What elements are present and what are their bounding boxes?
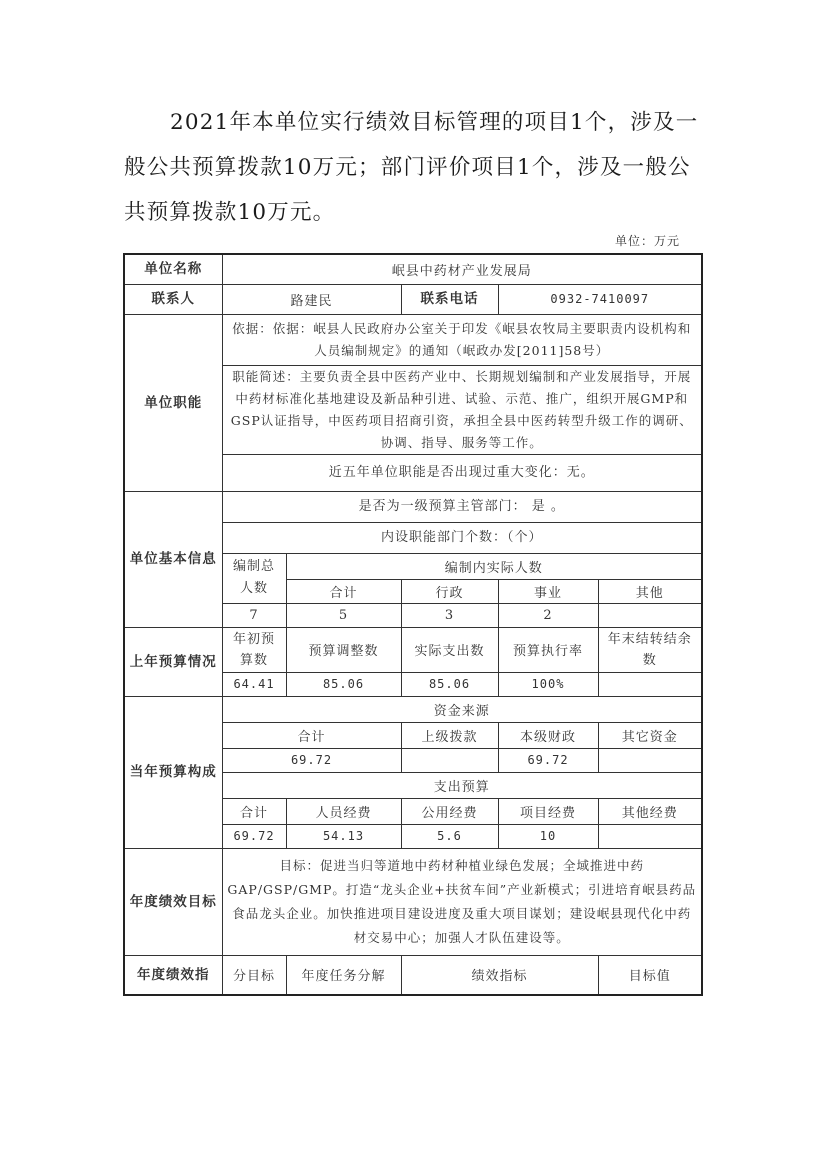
unit-label: 单位：万元 [614,234,680,248]
expense-header: 合计 [222,798,286,824]
expense-value: 5.6 [401,824,498,848]
expense-header: 人员经费 [286,798,401,824]
staff-value: 2 [498,603,598,627]
funding-header: 其它资金 [598,722,702,748]
prev-value: 85.06 [286,672,401,696]
expense-header: 项目经费 [498,798,598,824]
expense-value [598,824,702,848]
funding-value [401,748,498,772]
unit-name-value: 岷县中药材产业发展局 [222,254,702,284]
prev-value: 85.06 [401,672,498,696]
funding-value [598,748,702,772]
prev-header: 年末结转结余数 [598,627,702,672]
duty-label: 单位职能 [124,314,222,491]
contact-value: 路建民 [222,284,401,314]
goal-label: 年度绩效目标 [124,848,222,955]
duty-change: 近五年单位职能是否出现过重大变化：无。 [222,454,702,491]
staff-header: 行政 [401,579,498,603]
funding-title-row [124,696,702,722]
funding-value: 69.72 [222,748,401,772]
indicator-label: 年度绩效指 [124,955,222,995]
staff-header: 其他 [598,579,702,603]
duty-summary: 职能简述：主要负责全县中医药产业中、长期规划编制和产业发展指导，开展中药材标准化基地建设及新品种引进、试验、示范、推广，组织开展GMP和GSP认证指导，中医药项目招商引资，承担全县中医药转型升级工作的调研、协调、指导、服务等工作。 [222,365,702,454]
expense-value: 10 [498,824,598,848]
expense-title: 支出预算 [222,772,702,798]
phone-label: 联系电话 [401,284,498,314]
indicator-header-row [124,955,702,995]
staff-value: 3 [401,603,498,627]
staff-value [598,603,702,627]
expense-header: 公用经费 [401,798,498,824]
contact-row [124,284,702,314]
unit-name-label: 单位名称 [124,254,222,284]
basic-primary-row [124,491,702,522]
staff-total-label: 编制总人数 [222,553,286,603]
duty-basis: 依据：依据：岷县人民政府办公室关于印发《岷县农牧局主要职责内设机构和人员编制规定》的通知（岷政办发[2011]58号） [222,314,702,365]
funding-header: 本级财政 [498,722,598,748]
prev-label: 上年预算情况 [124,627,222,696]
indicator-header: 分目标 [222,955,286,995]
staff-total-value: 7 [222,603,286,627]
expense-value: 54.13 [286,824,401,848]
indicator-header: 目标值 [598,955,702,995]
staff-value: 5 [286,603,401,627]
funding-title: 资金来源 [222,696,702,722]
curr-label: 当年预算构成 [124,696,222,848]
prev-header: 实际支出数 [401,627,498,672]
duty-basis-row [124,314,702,365]
funding-header: 上级拨款 [401,722,498,748]
basic-primary: 是否为一级预算主管部门： 是 。 [222,491,702,522]
prev-header: 预算调整数 [286,627,401,672]
contact-label: 联系人 [124,284,222,314]
unit-name-row [124,254,702,284]
goal-row [124,848,702,955]
staff-actual-label: 编制内实际人数 [286,553,702,579]
staff-header: 合计 [286,579,401,603]
funding-value: 69.72 [498,748,598,772]
indicator-header: 绩效指标 [401,955,598,995]
budget-table [123,253,703,996]
prev-header-row [124,627,702,672]
intro-paragraph [124,100,704,235]
basic-depts: 内设职能部门个数：（个） [222,522,702,553]
prev-header: 年初预算数 [222,627,286,672]
prev-header: 预算执行率 [498,627,598,672]
basic-label: 单位基本信息 [124,491,222,627]
staff-header: 事业 [498,579,598,603]
indicator-header: 年度任务分解 [286,955,401,995]
prev-value [598,672,702,696]
expense-value: 69.72 [222,824,286,848]
prev-value: 100% [498,672,598,696]
phone-value: 0932-7410097 [498,284,702,314]
expense-header: 其他经费 [598,798,702,824]
goal-text: 目标：促进当归等道地中药材种植业绿色发展；全域推进中药GAP/GSP/GMP。打造“龙头企业+扶贫车间”产业新模式；引进培育岷县药品食品龙头企业。加快推进项目建设进度及重大项目谋划；建设岷县现代化中药材交易中心；加强人才队伍建设等。 [222,848,702,955]
funding-header: 合计 [222,722,401,748]
prev-value: 64.41 [222,672,286,696]
intro-text: 2021年本单位实行绩效目标管理的项目1个，涉及一般公共预算拨款10万元；部门评价项目1个，涉及一般公共预算拨款10万元。 [124,110,699,225]
